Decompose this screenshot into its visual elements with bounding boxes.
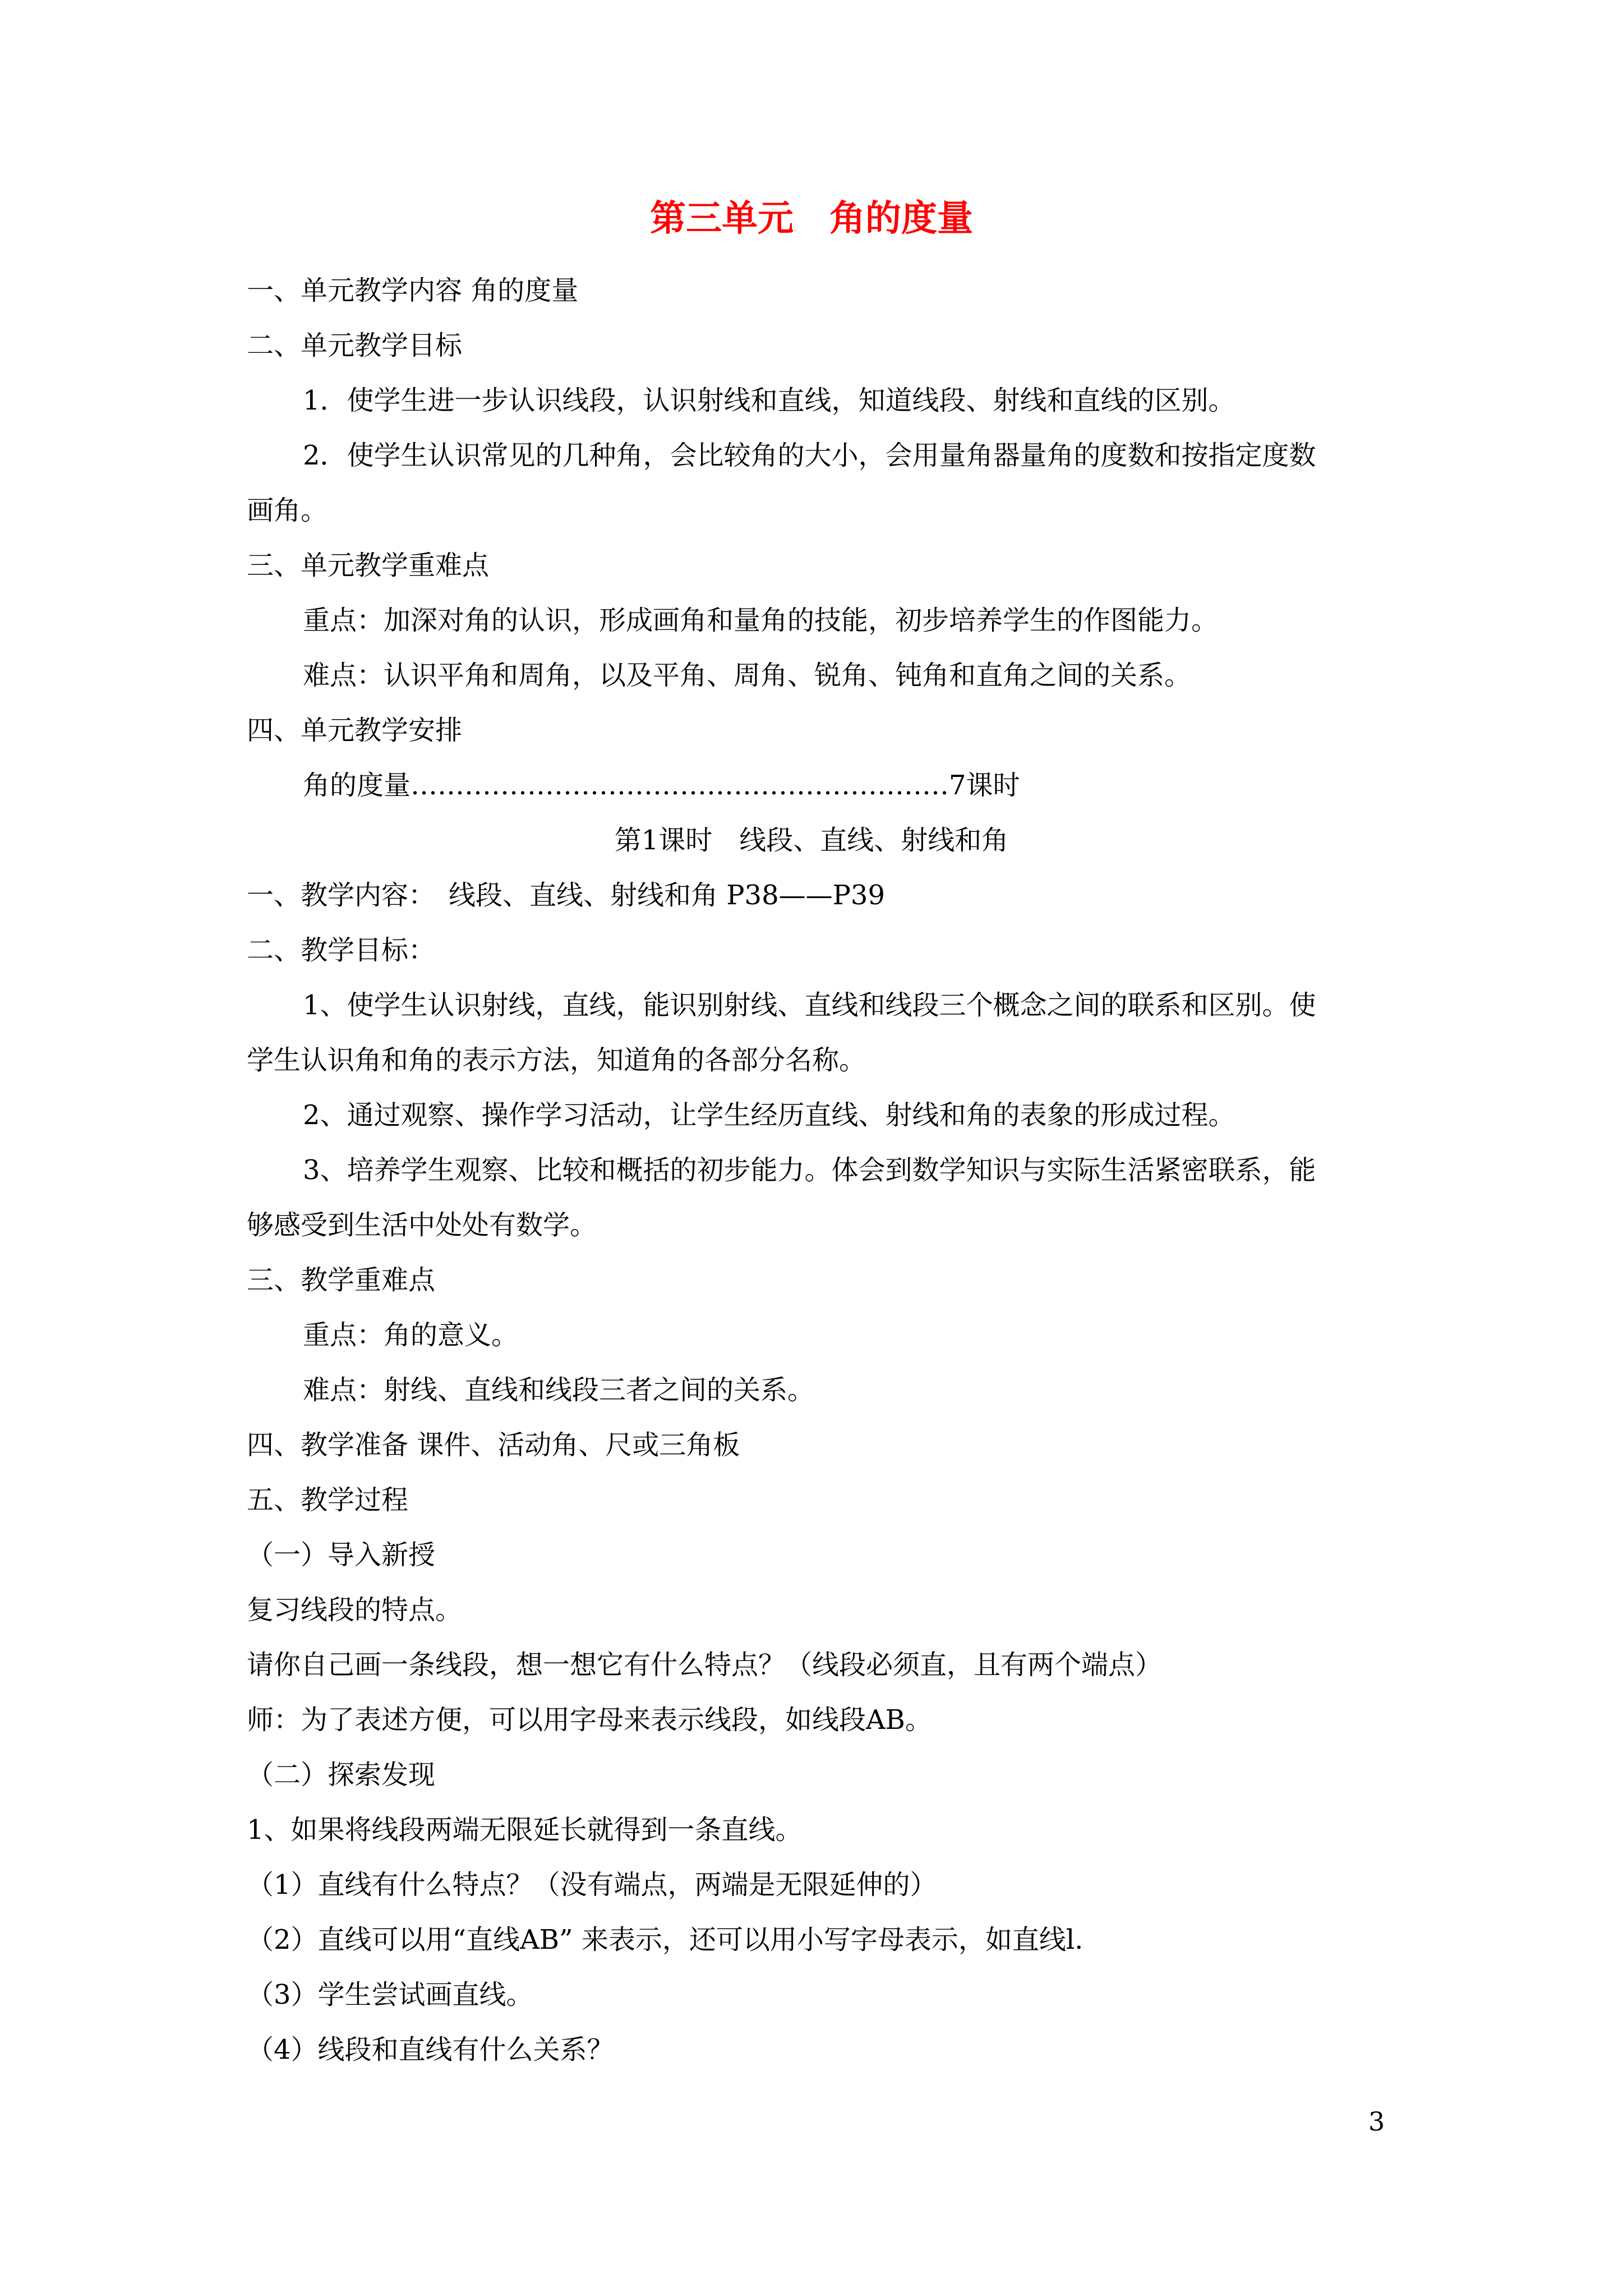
unit-goal-2-continued: 画角。 [247, 495, 328, 526]
unit-schedule-item: 角的度量……………………………………………………7课时 [303, 770, 1020, 801]
process-text: 1、如果将线段两端无限延长就得到一条直线。 [247, 1814, 803, 1846]
unit-difficult-point: 难点：认识平角和周角，以及平角、周角、锐角、钝角和直角之间的关系。 [303, 660, 1192, 691]
lesson-goal-1-continued: 学生认识角和角的表示方法，知道角的各部分名称。 [247, 1045, 866, 1076]
process-text: 师：为了表述方便，可以用字母来表示线段，如线段AB。 [247, 1704, 932, 1736]
process-text: （3）学生尝试画直线。 [247, 1979, 533, 2010]
process-text: 复习线段的特点。 [247, 1594, 463, 1626]
process-text: （1）直线有什么特点？（没有端点，两端是无限延伸的） [247, 1869, 937, 1901]
lesson-goal-1: 1、使学生认识射线，直线，能识别射线、直线和线段三个概念之间的联系和区别。使 [303, 990, 1316, 1021]
process-text: 请你自己画一条线段，想一想它有什么特点？（线段必须直，且有两个端点） [247, 1649, 1163, 1681]
lesson-goals-heading: 二、教学目标： [247, 935, 436, 966]
process-step-1-heading: （一）导入新授 [247, 1539, 436, 1571]
lesson-goal-3-continued: 够感受到生活中处处有数学。 [247, 1209, 597, 1241]
unit-goal-1: 1．使学生进一步认识线段，认识射线和直线，知道线段、射线和直线的区别。 [303, 385, 1235, 416]
lesson-key-point: 重点：角的意义。 [303, 1319, 519, 1351]
lesson-goal-3: 3、培养学生观察、比较和概括的初步能力。体会到数学知识与实际生活紧密联系，能 [303, 1154, 1316, 1186]
unit-schedule-heading: 四、单元教学安排 [247, 715, 463, 746]
unit-goal-2: 2．使学生认识常见的几种角，会比较角的大小，会用量角器量角的度数和按指定度数 [303, 440, 1316, 471]
process-text: （2）直线可以用“直线AB” 来表示，还可以用小写字母表示，如直线l. [247, 1924, 1083, 1955]
unit-goals-heading: 二、单元教学目标 [247, 330, 463, 361]
lesson-goal-2: 2、通过观察、操作学习活动，让学生经历直线、射线和角的表象的形成过程。 [303, 1099, 1235, 1131]
lesson-process-heading: 五、教学过程 [247, 1484, 409, 1516]
lesson-title: 第1课时 线段、直线、射线和角 [614, 825, 1009, 856]
lesson-content: 一、教学内容： 线段、直线、射线和角 P38——P39 [247, 880, 886, 911]
page-title: 第三单元 角的度量 [650, 197, 973, 240]
lesson-difficult-point: 难点：射线、直线和线段三者之间的关系。 [303, 1374, 815, 1406]
lesson-preparation: 四、教学准备 课件、活动角、尺或三角板 [247, 1429, 740, 1461]
unit-key-points-heading: 三、单元教学重难点 [247, 550, 490, 581]
process-text: （4）线段和直线有什么关系？ [247, 2034, 614, 2065]
lesson-key-points-heading: 三、教学重难点 [247, 1264, 436, 1296]
process-step-2-heading: （二）探索发现 [247, 1759, 436, 1791]
page-number: 3 [1368, 2106, 1385, 2137]
unit-key-point: 重点：加深对角的认识，形成画角和量角的技能，初步培养学生的作图能力。 [303, 605, 1219, 636]
unit-content-heading: 一、单元教学内容 角的度量 [247, 275, 579, 306]
